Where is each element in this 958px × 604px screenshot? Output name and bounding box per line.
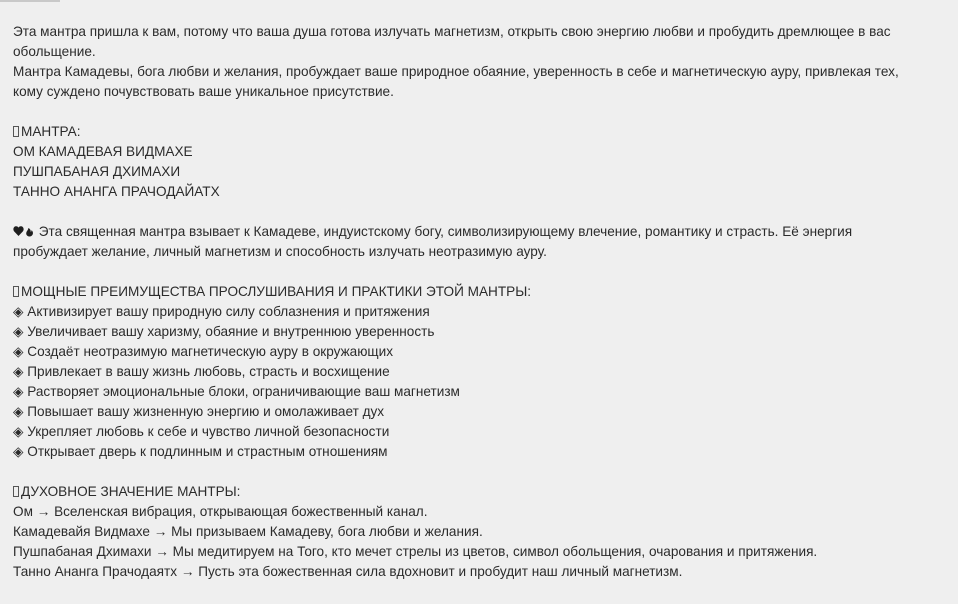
benefits-list [13,302,948,462]
meaning-line: Ом → Вселенская вибрация, открывающая божественный канал. [13,504,428,519]
meaning-line: Танно Ананга Прачодаятх → Пусть эта божественная сила вдохновит и пробудит наш личный магнетизм. [13,564,683,579]
meaning-line: Камадевайя Видмахе → Мы призываем Камадеву, бога любви и желания. [13,524,483,539]
spacer [13,462,948,482]
mantra-line: ОМ КАМАДЕВАЯ ВИДМАХЕ [13,144,193,159]
diamond-bullet-icon: ◈ [13,344,24,359]
description-line [13,222,948,242]
description-text: Эта священная мантра взывает к Камадеве, индуистскому богу, символизирующему влечение, романтику и страсть. Её энергия [35,224,853,239]
benefit-text: Создаёт неотразимую магнетическую ауру в окружающих [27,344,394,359]
mantra-heading-text: МАНТРА: [21,124,81,139]
benefit-item [13,382,948,402]
spacer [13,202,948,222]
benefits-heading-text: МОЩНЫЕ ПРЕИМУЩЕСТВА ПРОСЛУШИВАНИЯ И ПРАКТИКИ ЭТОЙ МАНТРЫ: [21,284,532,299]
benefit-text: Растворяет эмоциональные блоки, ограничивающие ваш магнетизм [27,384,460,399]
diamond-bullet-icon: ◈ [13,404,24,419]
meaning-heading-text: ДУХОВНОЕ ЗНАЧЕНИЕ МАНТРЫ: [21,484,241,499]
benefit-item [13,302,948,322]
heart-fire-icon [13,223,35,243]
benefit-item [13,402,948,422]
benefit-text: Привлекает в вашу жизнь любовь, страсть и восхищение [27,364,390,379]
benefit-item [13,342,948,362]
meaning-line: Пушпабаная Дхимахи → Мы медитируем на Того, кто мечет стрелы из цветов, символ обольщения, очарования и притяжения. [13,544,818,559]
diamond-bullet-icon: ◈ [13,364,24,379]
intro-line: Мантра Камадевы, бога любви и желания, пробуждает ваше природное обаяние, уверенность в себе и магнетическую ауру, привлекая тех, [13,64,899,79]
description-line: пробуждает желание, личный магнетизм и способность излучать неотразимую ауру. [13,244,547,259]
spacer [13,102,948,122]
diamond-bullet-icon: ◈ [13,384,24,399]
spacer [13,262,948,282]
diamond-bullet-icon: ◈ [13,424,24,439]
benefit-text: Увеличивает вашу харизму, обаяние и внутреннюю уверенность [27,324,435,339]
top-divider [0,0,60,2]
benefit-text: Открывает дверь к подлинным и страстным отношениям [27,444,388,459]
benefit-text: Повышает вашу жизненную энергию и омолаживает дух [27,404,385,419]
benefit-text: Укрепляет любовь к себе и чувство личной безопасности [27,424,390,439]
diamond-bullet-icon: ◈ [13,304,24,319]
missing-emoji-icon [13,486,19,497]
intro-line: обольщение. [13,44,96,59]
missing-emoji-icon [13,126,19,137]
benefit-text: Активизирует вашу природную силу соблазнения и притяжения [27,304,430,319]
mantra-line: ТАННО АНАНГА ПРАЧОДАЙАТХ [13,184,220,199]
intro-line: кому суждено почувствовать ваше уникальное присутствие. [13,84,394,99]
benefit-item [13,362,948,382]
benefit-item [13,322,948,342]
diamond-bullet-icon: ◈ [13,324,24,339]
post-body [13,22,948,582]
benefits-heading [13,282,948,302]
missing-emoji-icon [13,286,19,297]
benefit-item [13,442,948,462]
mantra-heading [13,122,948,142]
meaning-heading [13,482,948,502]
benefit-item [13,422,948,442]
mantra-line: ПУШПАБАНАЯ ДХИМАХИ [13,164,181,179]
intro-line: Эта мантра пришла к вам, потому что ваша душа готова излучать магнетизм, открыть свою энергию любви и пробудить дремлющее в вас [13,24,891,39]
diamond-bullet-icon: ◈ [13,444,24,459]
